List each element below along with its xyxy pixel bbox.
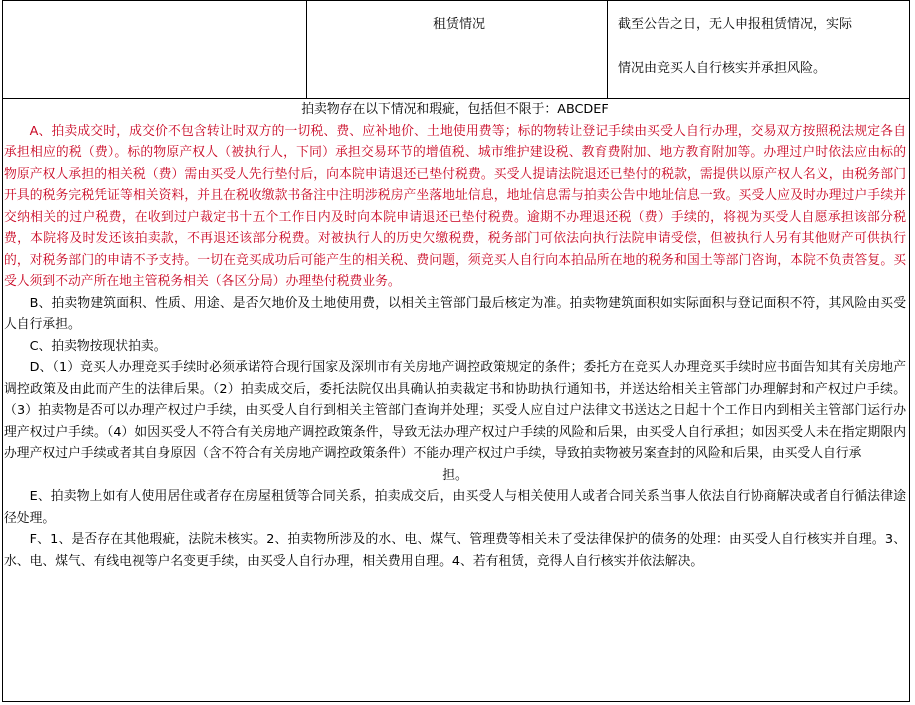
- defects-section: [4, 99, 906, 572]
- defect-item-d-text: D、（1）竞买人办理竞买手续时必须承诺符合现行国家及深圳市有关房地产调控政策规定的条件；委托方在竞买人办理竞买手续时应书面告知其有关房地产调控政策及由此而产生的法律后果。（2）拍卖成交后，委托法院仅出具确认拍卖裁定书和协助执行通知书，并送达给相关主管部门办理解封和产权过户手续。（3）拍卖物是否可以办理产权过户手续，由买受人自行到相关主管部门查询并处理；买受人应自过户法律文书送达之日起十个工作日内到相关主管部门运行办理产权过户手续。（4）如因买受人不符合有关房地产调控政策条件，导致无法办理产权过户手续的风险和后果，由买受人自行承担；如因买受人未在指定期限内办理产权过户手续或者其自身原因（含不符合有关房地产调控政策条件）不能办理产权过户手续，导致拍卖物被另案查封的风险和后果，由买受人自行承: [4, 360, 906, 461]
- column-divider: [306, 1, 307, 98]
- defect-item-f-other: F、1、是否存在其他瑕疵，法院未核实。2、拍卖物所涉及的水、电、煤气、管理费等相关未了受法律保护的债务的处理：由买受人自行核实并自理。3、水、电、煤气、有线电视等户名变更手续，由买受人自行办理，相关费用自理。4、若有租赁，竞得人自行核实并依法解决。: [4, 532, 906, 569]
- lease-status-value: [610, 1, 910, 98]
- defect-item-c-as-is: C、拍卖物按现状拍卖。: [29, 338, 167, 354]
- defect-item-d-end: 担。: [442, 467, 468, 483]
- defect-item-a-taxes: A、拍卖成交时，成交价不包含转让时双方的一切税、费、应补地价、土地使用费等；标的物转让登记手续由买受人自行办理，交易双方按照税法规定各自承担相应的税（费）。标的物原产权人（被执行人，下同）承担交易环节的增值税、城市维护建设税、教育费附加、地方教育附加等。办理过户时依法应由标的物原产权人承担的相关税（费）需由买受人先行垫付后，向本院申请退还已垫付税费。买受人提请法院退还已垫付的税款，需提供以原产权人名义，由税务部门开具的税务完税凭证等相关资料，并且在税收缴款书备注中注明涉税房产坐落地址信息，地址信息需与拍卖公告中地址信息一致。买受人应及时办理过户手续并交纳相关的过户税费，在收到过户裁定书十五个工作日内及时向本院申请退还已垫付税费。逾期不办理退还税（费）手续的，将视为买受人自愿承担该部分税费，本院将及时发还该拍卖款，不再退还该部分税费。对被执行人的历史欠缴税费，税务部门可依法向执行法院申请受偿，但被执行人另有其他财产可供执行的，对税务部门的申请不予支持。一切在竞买成功后可能产生的相关税、费问题，须竞买人自行向本拍品所在地的税务和国土等部门咨询，本院不负责答复。买受人须到不动产所在地主管税务相关（各区分局）办理垫付税费业务。: [4, 123, 906, 289]
- lease-status-line-1: 截至公告之日，无人申报租赁情况，实际: [618, 17, 853, 32]
- defect-item-e-occupancy: E、拍卖物上如有人使用居住或者存在房屋租赁等合同关系，拍卖成交后，由买受人与相关使用人或者合同关系当事人依法自行协商解决或者自行循法律途径处理。: [4, 489, 906, 526]
- defect-item-b-area: B、拍卖物建筑面积、性质、用途、是否欠地价及土地使用费，以相关主管部门最后核定为准。拍卖物建筑面积如实际面积与登记面积不符，其风险由买受人自行承担。: [4, 295, 906, 332]
- defect-item-d-policy: [4, 357, 906, 486]
- defects-intro: 拍卖物存在以下情况和瑕疵，包括但不限于：ABCDEF: [301, 102, 609, 117]
- lease-status-line-2: 情况由竞买人自行核实并承担风险。: [618, 61, 827, 76]
- lease-status-label: 租赁情况: [432, 17, 485, 32]
